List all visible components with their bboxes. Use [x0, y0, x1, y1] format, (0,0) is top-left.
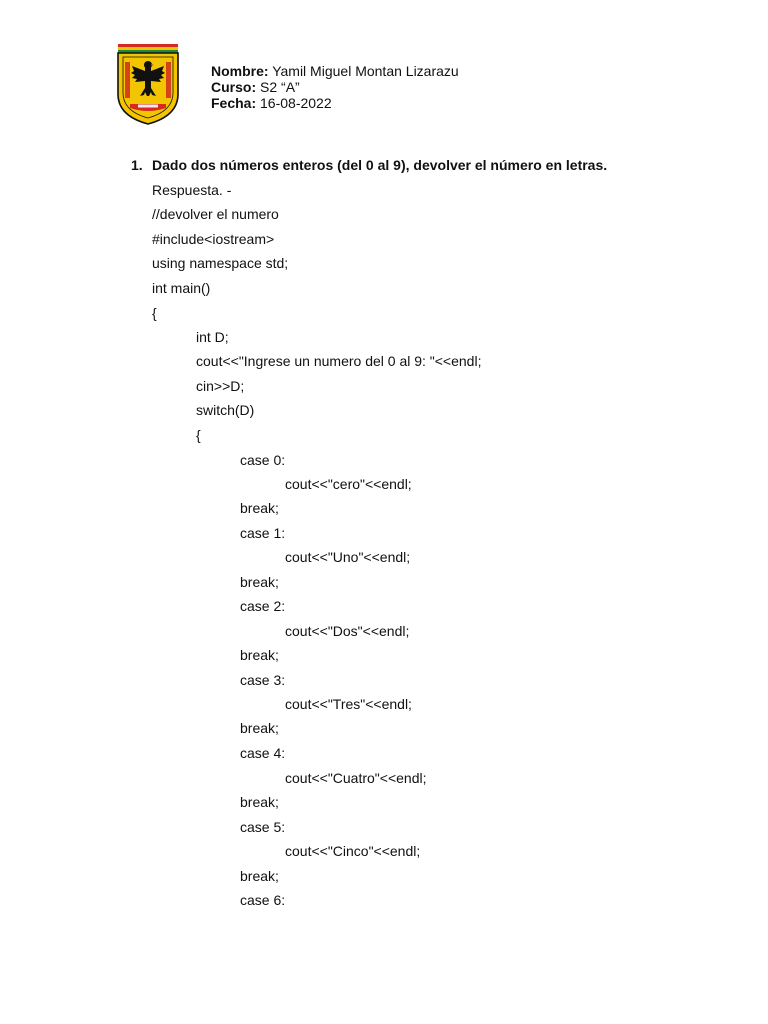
code-line: #include<iostream>	[152, 231, 275, 247]
code-line: break;	[240, 720, 279, 736]
code-line: cout<<"Ingrese un numero del 0 al 9: "<<endl;	[196, 353, 482, 369]
student-info	[211, 63, 459, 111]
code-line: break;	[240, 868, 279, 884]
curso-row	[211, 79, 459, 95]
fecha-label: Fecha:	[211, 95, 257, 111]
code-line: using namespace std;	[152, 255, 289, 271]
code-line: cout<<"Tres"<<endl;	[285, 696, 412, 712]
code-line: int D;	[196, 329, 229, 345]
question-number: 1.	[131, 157, 143, 173]
code-line: case 0:	[240, 452, 286, 468]
school-crest-logo	[116, 44, 180, 126]
fecha-row	[211, 95, 459, 111]
code-line: {	[152, 305, 157, 321]
curso-label: Curso:	[211, 79, 257, 95]
code-line: cout<<"Uno"<<endl;	[285, 549, 411, 565]
code-line: Respuesta. -	[152, 182, 232, 198]
nombre-label: Nombre:	[211, 63, 269, 79]
code-line: case 5:	[240, 819, 286, 835]
code-line: cin>>D;	[196, 378, 245, 394]
code-line: cout<<"Cinco"<<endl;	[285, 843, 421, 859]
code-line: break;	[240, 647, 279, 663]
code-line: switch(D)	[196, 402, 255, 418]
code-line: case 1:	[240, 525, 286, 541]
code-line: break;	[240, 574, 279, 590]
code-line: int main()	[152, 280, 211, 296]
code-line: case 3:	[240, 672, 286, 688]
code-line: cout<<"Cuatro"<<endl;	[285, 770, 427, 786]
code-line: cout<<"cero"<<endl;	[285, 476, 412, 492]
code-line: break;	[240, 500, 279, 516]
code-line: case 6:	[240, 892, 286, 908]
code-line: //devolver el numero	[152, 206, 279, 222]
code-line: case 4:	[240, 745, 286, 761]
code-line: cout<<"Dos"<<endl;	[285, 623, 410, 639]
code-line: case 2:	[240, 598, 286, 614]
nombre-row	[211, 63, 459, 79]
code-line: {	[196, 427, 201, 443]
fecha-value: 16-08-2022	[260, 95, 332, 111]
code-line: break;	[240, 794, 279, 810]
nombre-value: Yamil Miguel Montan Lizarazu	[272, 63, 459, 79]
curso-value: S2 “A”	[260, 79, 300, 95]
question-text: Dado dos números enteros (del 0 al 9), devolver el número en letras.	[152, 157, 608, 173]
